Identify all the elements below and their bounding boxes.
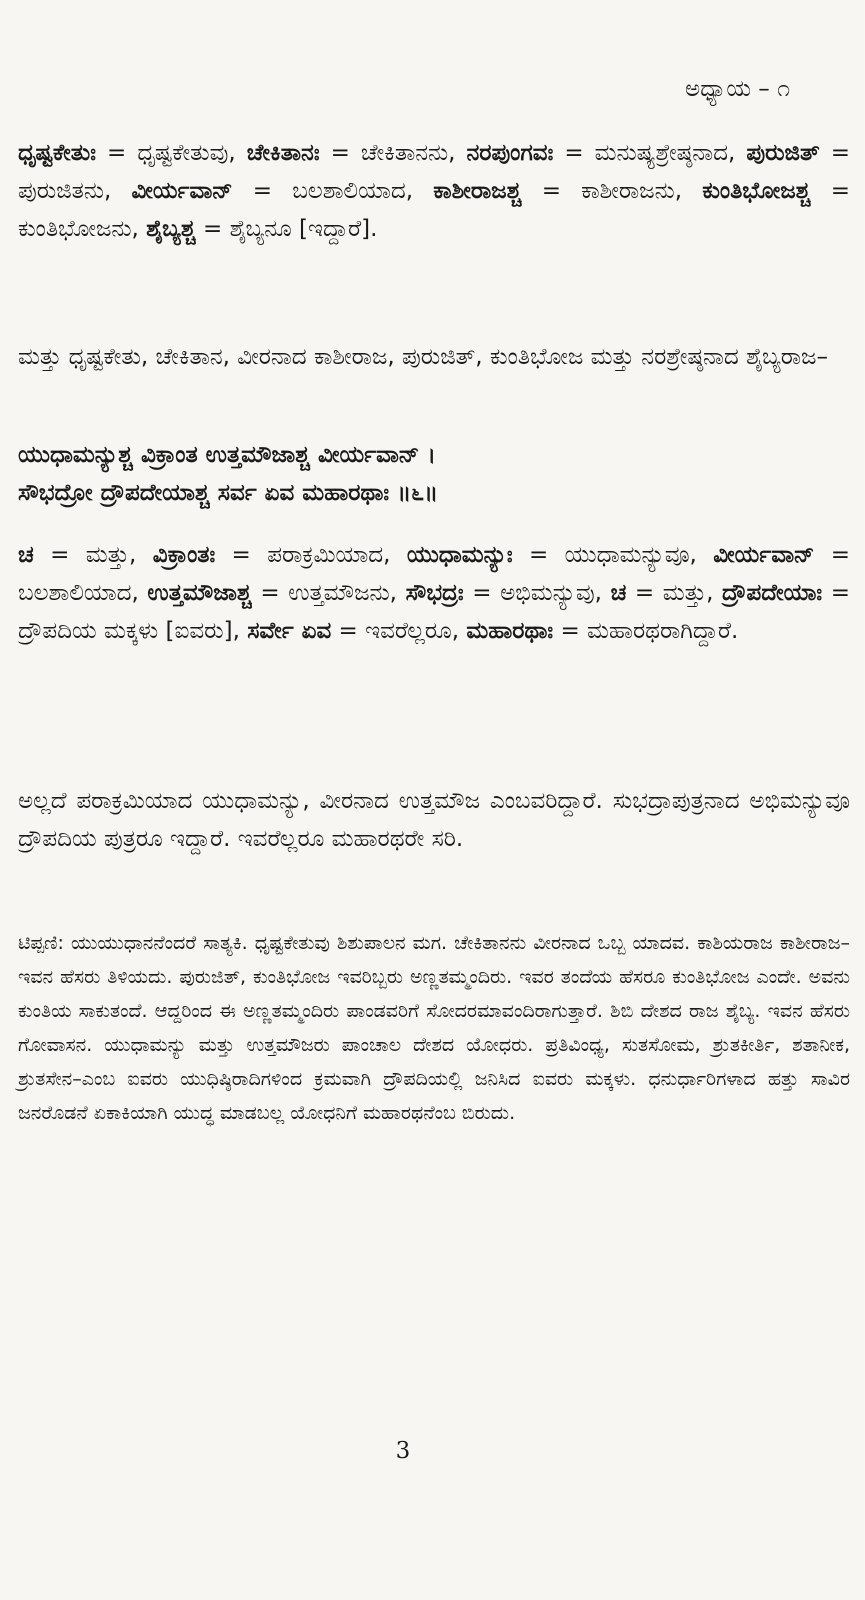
page-number: 3	[395, 1438, 411, 1464]
page	[18, 0, 850, 1600]
footnote: ಟಿಪ್ಪಣಿ: ಯುಯುಧಾನನೆಂದರೆ ಸಾತ್ಯಕಿ. ಧೃಷ್ಟಕೇತುವು ಶಿಶುಪಾಲನ ಮಗ. ಚೇಕಿತಾನನು ವೀರನಾದ ಒಬ್ಬ ಯಾದವ. ಕಾಶಿಯರಾಜ ಕಾಶೀರಾಜ–ಇವನ ಹೆಸರು ತಿಳಿಯದು. ಪುರುಜಿತ್, ಕುಂತಿಭೋಜ ಇವರಿಬ್ಬರು ಅಣ್ಣತಮ್ಮಂದಿರು. ಇವರ ತಂದೆಯ ಹೆಸರೂ ಕುಂತಿಭೋಜ ಎಂದೇ. ಅವನು ಕುಂತಿಯ ಸಾಕುತಂದೆ. ಆದ್ದರಿಂದ ಈ ಅಣ್ಣತಮ್ಮಂದಿರು ಪಾಂಡವರಿಗೆ ಸೋದರಮಾವಂದಿರಾಗುತ್ತಾರೆ. ಶಿಬಿ ದೇಶದ ರಾಜ ಶೈಬ್ಯ. ಇವನ ಹೆಸರು ಗೋವಾಸನ. ಯುಧಾಮನ್ಯು ಮತ್ತು ಉತ್ತಮೌಜರು ಪಾಂಚಾಲ ದೇಶದ ಯೋಧರು. ಪ್ರತಿವಿಂಧ್ಯ, ಸುತಸೋಮ, ಶ್ರುತಕೀರ್ತಿ, ಶತಾನೀಕ, ಶ್ರುತಸೇನ–ಎಂಬ ಐವರು ಯುಧಿಷ್ಠಿರಾದಿಗಳಿಂದ ಕ್ರಮವಾಗಿ ದ್ರೌಪದಿಯಲ್ಲಿ ಜನಿಸಿದ ಐವರು ಮಕ್ಕಳು. ಧನುರ್ಧಾರಿಗಳಾದ ಹತ್ತು ಸಾವಿರ ಜನರೊಡನೆ ಏಕಾಕಿಯಾಗಿ ಯುದ್ಧ ಮಾಡಬಲ್ಲ ಯೋಧನಿಗೆ ಮಹಾರಥನೆಂಬ ಬಿರುದು.	[18, 932, 850, 1124]
word-meaning-paragraph-1: ಧೃಷ್ಟಕೇತುಃ = ಧೃಷ್ಟಕೇತುವು, ಚೇಕಿತಾನಃ = ಚೇಕಿತಾನನು, ನರಪುಂಗವಃ = ಮನುಷ್ಯಶ್ರೇಷ್ಠನಾದ, ಪುರುಜಿತ್ = ಪುರುಜಿತನು, ವೀರ್ಯವಾನ್ = ಬಲಶಾಲಿಯಾದ, ಕಾಶೀರಾಜಶ್ಚ = ಕಾಶೀರಾಜನು, ಕುಂತಿಭೋಜಶ್ಚ = ಕುಂತಿಭೋಜನು, ಶೈಬ್ಯಶ್ಚ = ಶೈಬ್ಯನೂ [ಇದ್ದಾರೆ].	[18, 140, 850, 242]
chapter-header: ಅಧ್ಯಾಯ – ೧	[685, 76, 790, 102]
word-meaning-paragraph-2: ಚ = ಮತ್ತು, ವಿಕ್ರಾಂತಃ = ಪರಾಕ್ರಮಿಯಾದ, ಯುಧಾಮನ್ಯುಃ = ಯುಧಾಮನ್ಯುವೂ, ವೀರ್ಯವಾನ್ = ಬಲಶಾಲಿಯಾದ, ಉತ್ತಮೌಜಾಶ್ಚ = ಉತ್ತಮೌಜನು, ಸೌಭದ್ರಃ = ಅಭಿಮನ್ಯುವು, ಚ = ಮತ್ತು, ದ್ರೌಪದೇಯಾಃ = ದ್ರೌಪದಿಯ ಮಕ್ಕಳು [ಐವರು], ಸರ್ವೇ ಏವ = ಇವರೆಲ್ಲರೂ, ಮಹಾರಥಾಃ = ಮಹಾರಥರಾಗಿದ್ದಾರೆ.	[18, 542, 850, 644]
verse-line-2: ಸೌಭದ್ರೋ ದ್ರೌಪದೇಯಾಶ್ಚ ಸರ್ವ ಏವ ಮಹಾರಥಾಃ ॥೬॥	[18, 480, 439, 506]
verse	[18, 436, 850, 512]
translation-paragraph-1: ಮತ್ತು ಧೃಷ್ಟಕೇತು, ಚೇಕಿತಾನ, ವೀರನಾದ ಕಾಶೀರಾಜ, ಪುರುಜಿತ್, ಕುಂತಿಭೋಜ ಮತ್ತು ನರಶ್ರೇಷ್ಠನಾದ ಶೈಬ್ಯರಾಜ–	[18, 344, 828, 370]
verse-line-1: ಯುಧಾಮನ್ಯುಶ್ಚ ವಿಕ್ರಾಂತ ಉತ್ತಮೌಜಾಶ್ಚ ವೀರ್ಯವಾನ್ ।	[18, 442, 436, 468]
translation-paragraph-2: ಅಲ್ಲದೆ ಪರಾಕ್ರಮಿಯಾದ ಯುಧಾಮನ್ಯು, ವೀರನಾದ ಉತ್ತಮೌಜ ಎಂಬವರಿದ್ದಾರೆ. ಸುಭದ್ರಾಪುತ್ರನಾದ ಅಭಿಮನ್ಯುವೂ ದ್ರೌಪದಿಯ ಪುತ್ರರೂ ಇದ್ದಾರೆ. ಇವರೆಲ್ಲರೂ ಮಹಾರಥರೇ ಸರಿ.	[18, 788, 850, 852]
